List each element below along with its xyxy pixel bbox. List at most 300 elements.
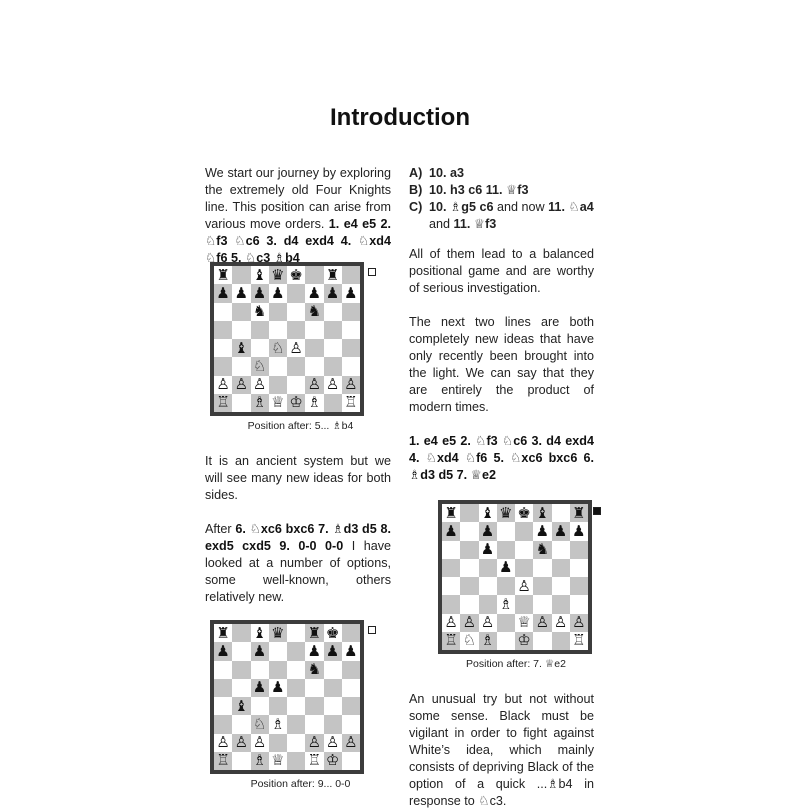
square-g7: [552, 522, 570, 540]
unusual-try-paragraph: An unusual try but not without some sense. Black must be vigilant in order to fight against White’s idea, which mainly consists of depriving Black of the option of a quick ...♗b4 in response to ♘c3.: [409, 692, 594, 808]
chess-piece-icon: ♜: [216, 265, 230, 284]
square-b6: [460, 541, 478, 559]
square-d8: [269, 624, 287, 642]
square-h4: [342, 339, 360, 357]
chess-piece-icon: ♟: [572, 521, 586, 540]
square-c8: [479, 504, 497, 522]
square-b5: [232, 321, 250, 339]
chess-piece-icon: ♗: [499, 594, 513, 613]
square-b6: [232, 661, 250, 679]
chess-piece-icon: ♖: [307, 751, 322, 770]
square-g6: [324, 303, 342, 321]
chess-piece-icon: ♙: [462, 613, 477, 632]
intro-moves: 1. e4 e5 2. ♘f3 ♘c6 3. d4 exd4 4. ♘xd4 ♘f6 5. ♘c3 ♗b4: [205, 217, 392, 265]
chess-piece-icon: ♕: [271, 751, 285, 770]
square-h8: [342, 266, 360, 284]
chess-piece-icon: ♙: [344, 733, 358, 752]
square-d5: [497, 559, 515, 577]
square-a7: [214, 642, 232, 660]
chess-piece-icon: ♞: [252, 302, 267, 321]
square-g8: [324, 624, 342, 642]
square-e5: [287, 321, 305, 339]
square-h4: [570, 577, 588, 595]
square-a8: [214, 266, 232, 284]
square-f5: [305, 679, 323, 697]
square-g4: [324, 697, 342, 715]
page-title: Introduction: [330, 104, 470, 131]
chess-piece-icon: ♟: [553, 521, 568, 540]
chess-piece-icon: ♞: [307, 660, 322, 679]
chessboard-3: [438, 500, 592, 654]
square-a5: [442, 559, 460, 577]
square-g7: [324, 284, 342, 302]
square-c5: [479, 559, 497, 577]
variation-text: 10. h3 c6 11. ♕f3: [429, 183, 529, 197]
variation-c-moves-2: 11. ♘a4: [548, 200, 594, 214]
line-moves-paragraph: [409, 433, 594, 484]
square-d4: [269, 339, 287, 357]
diagram-3-caption: Position after: 7. ♕e2: [466, 658, 566, 670]
square-g8: [552, 504, 570, 522]
chess-piece-icon: ♗: [252, 393, 267, 412]
square-g8: [324, 266, 342, 284]
chess-piece-icon: ♟: [252, 678, 267, 697]
square-h6: [342, 303, 360, 321]
square-f1: [305, 752, 323, 770]
square-e2: [287, 734, 305, 752]
square-d6: [269, 661, 287, 679]
square-g6: [552, 541, 570, 559]
chess-piece-icon: ♛: [271, 623, 285, 642]
square-d7: [269, 642, 287, 660]
square-b4: [232, 339, 250, 357]
chess-piece-icon: ♔: [325, 751, 340, 770]
variation-label: C): [409, 200, 423, 214]
chess-piece-icon: ♕: [517, 613, 531, 632]
square-f1: [533, 632, 551, 650]
left-column: [205, 165, 391, 793]
square-b2: [232, 376, 250, 394]
chess-piece-icon: ♘: [271, 338, 285, 357]
chess-piece-icon: ♝: [252, 623, 267, 642]
square-g3: [552, 595, 570, 613]
intro-text: We start our journey by exploring the extremely old Four Knights line. This position can arise from various move orders.: [205, 166, 391, 231]
square-c6: [479, 541, 497, 559]
square-a4: [214, 697, 232, 715]
square-e4: [287, 339, 305, 357]
square-d4: [497, 577, 515, 595]
square-h2: [342, 376, 360, 394]
square-a7: [442, 522, 460, 540]
chess-piece-icon: ♝: [252, 265, 267, 284]
square-h5: [570, 559, 588, 577]
square-d2: [497, 614, 515, 632]
square-f2: [305, 734, 323, 752]
square-a5: [214, 321, 232, 339]
variation-label: B): [409, 183, 423, 197]
square-a5: [214, 679, 232, 697]
square-c7: [251, 284, 269, 302]
square-a1: [442, 632, 460, 650]
chess-piece-icon: ♟: [480, 540, 495, 559]
square-f4: [533, 577, 551, 595]
square-f8: [305, 624, 323, 642]
square-g3: [324, 357, 342, 375]
square-e2: [287, 376, 305, 394]
chess-piece-icon: ♔: [289, 393, 303, 412]
square-g1: [552, 632, 570, 650]
square-a2: [214, 734, 232, 752]
square-h2: [570, 614, 588, 632]
chess-piece-icon: ♟: [252, 641, 267, 660]
square-c2: [251, 734, 269, 752]
square-d3: [269, 715, 287, 733]
chess-piece-icon: ♙: [252, 375, 267, 394]
square-f6: [533, 541, 551, 559]
chess-piece-icon: ♜: [216, 623, 230, 642]
chess-piece-icon: ♙: [307, 375, 322, 394]
square-f5: [533, 559, 551, 577]
square-d8: [269, 266, 287, 284]
square-d3: [497, 595, 515, 613]
square-c3: [251, 715, 269, 733]
square-f7: [305, 284, 323, 302]
square-f1: [305, 394, 323, 412]
square-a3: [214, 357, 232, 375]
square-g4: [552, 577, 570, 595]
square-h4: [342, 697, 360, 715]
square-b8: [460, 504, 478, 522]
square-b5: [460, 559, 478, 577]
square-b3: [460, 595, 478, 613]
square-d7: [269, 284, 287, 302]
chess-piece-icon: ♖: [572, 631, 586, 650]
square-g4: [324, 339, 342, 357]
square-h1: [570, 632, 588, 650]
square-b6: [232, 303, 250, 321]
chess-piece-icon: ♟: [535, 521, 550, 540]
variation-c-connector-2: and: [429, 217, 451, 231]
square-e7: [287, 284, 305, 302]
square-c8: [251, 266, 269, 284]
square-b3: [232, 715, 250, 733]
square-f5: [305, 321, 323, 339]
square-d3: [269, 357, 287, 375]
square-c4: [251, 697, 269, 715]
square-a6: [214, 661, 232, 679]
chess-piece-icon: ♙: [252, 733, 267, 752]
square-f2: [305, 376, 323, 394]
square-e5: [515, 559, 533, 577]
chess-piece-icon: ♚: [517, 503, 531, 522]
ancient-system-paragraph: It is an ancient system but we will see many new ideas for both sides.: [205, 454, 391, 502]
square-h3: [342, 715, 360, 733]
square-c3: [251, 357, 269, 375]
chess-piece-icon: ♕: [271, 393, 285, 412]
chessboard-2: [210, 620, 364, 774]
chess-piece-icon: ♝: [234, 696, 249, 715]
square-b1: [232, 394, 250, 412]
chess-piece-icon: ♙: [234, 375, 249, 394]
chess-piece-icon: ♖: [216, 393, 230, 412]
chess-piece-icon: ♘: [462, 631, 477, 650]
square-a6: [214, 303, 232, 321]
chess-piece-icon: ♙: [216, 733, 230, 752]
diagram-1: [210, 262, 391, 435]
square-h6: [342, 661, 360, 679]
chess-piece-icon: ♙: [535, 613, 550, 632]
square-h6: [570, 541, 588, 559]
chess-piece-icon: ♚: [325, 623, 340, 642]
square-e6: [287, 303, 305, 321]
square-g1: [324, 394, 342, 412]
chess-piece-icon: ♖: [344, 393, 358, 412]
square-a8: [442, 504, 460, 522]
square-a3: [442, 595, 460, 613]
chess-piece-icon: ♛: [271, 265, 285, 284]
chess-piece-icon: ♟: [271, 678, 285, 697]
square-f7: [533, 522, 551, 540]
square-h5: [342, 321, 360, 339]
square-b1: [460, 632, 478, 650]
square-c1: [251, 394, 269, 412]
square-f2: [533, 614, 551, 632]
square-h7: [570, 522, 588, 540]
chess-piece-icon: ♞: [307, 302, 322, 321]
square-a1: [214, 752, 232, 770]
square-e3: [287, 357, 305, 375]
new-ideas-paragraph: The next two lines are both completely new ideas that have only recently been brought into the light. We can say that they are entirely the product of modern times.: [409, 315, 594, 414]
square-d1: [269, 394, 287, 412]
square-c6: [251, 303, 269, 321]
square-a8: [214, 624, 232, 642]
chess-piece-icon: ♙: [553, 613, 568, 632]
square-h3: [570, 595, 588, 613]
square-d5: [269, 321, 287, 339]
square-b1: [232, 752, 250, 770]
square-e6: [287, 661, 305, 679]
square-c2: [479, 614, 497, 632]
square-d7: [497, 522, 515, 540]
variation-a: [409, 165, 594, 182]
chess-piece-icon: ♘: [252, 356, 267, 375]
square-h1: [342, 752, 360, 770]
chess-piece-icon: ♟: [307, 283, 322, 302]
square-e1: [515, 632, 533, 650]
right-column: [409, 165, 594, 810]
chess-piece-icon: ♟: [325, 283, 340, 302]
chess-piece-icon: ♟: [480, 521, 495, 540]
chess-piece-icon: ♘: [252, 714, 267, 733]
square-c8: [251, 624, 269, 642]
chess-piece-icon: ♙: [444, 613, 458, 632]
square-c2: [251, 376, 269, 394]
square-e1: [287, 752, 305, 770]
square-b7: [460, 522, 478, 540]
chess-piece-icon: ♟: [216, 641, 230, 660]
square-d5: [269, 679, 287, 697]
square-d6: [269, 303, 287, 321]
chess-piece-icon: ♚: [289, 265, 303, 284]
variation-c: [409, 199, 594, 233]
square-e8: [287, 624, 305, 642]
variation-c-moves-1: 10. ♗g5 c6: [429, 200, 494, 214]
chess-piece-icon: ♙: [325, 375, 340, 394]
intro-paragraph: [205, 165, 392, 265]
square-b4: [232, 697, 250, 715]
diagram-1-caption: Position after: 5... ♗b4: [247, 420, 354, 432]
chess-piece-icon: ♟: [216, 283, 230, 302]
square-b7: [232, 642, 250, 660]
square-f8: [305, 266, 323, 284]
chess-piece-icon: ♗: [480, 631, 495, 650]
square-g5: [324, 321, 342, 339]
square-d8: [497, 504, 515, 522]
chess-piece-icon: ♟: [234, 283, 249, 302]
square-e3: [515, 595, 533, 613]
square-g5: [552, 559, 570, 577]
square-c5: [251, 321, 269, 339]
square-c7: [479, 522, 497, 540]
chess-piece-icon: ♜: [307, 623, 322, 642]
balanced-paragraph: All of them lead to a balanced positional game and are worthy of serious investigation.: [409, 247, 594, 295]
square-a6: [442, 541, 460, 559]
white-to-move-marker: [368, 626, 376, 634]
square-e5: [287, 679, 305, 697]
square-c4: [479, 577, 497, 595]
chess-piece-icon: ♟: [307, 641, 322, 660]
chess-piece-icon: ♖: [216, 751, 230, 770]
square-c3: [479, 595, 497, 613]
variation-text: 10. a3: [429, 166, 465, 180]
square-b2: [460, 614, 478, 632]
chess-piece-icon: ♟: [271, 283, 285, 302]
square-f7: [305, 642, 323, 660]
square-e7: [287, 642, 305, 660]
square-b3: [232, 357, 250, 375]
square-h5: [342, 679, 360, 697]
diagram-2: [210, 620, 391, 793]
chess-piece-icon: ♜: [325, 265, 340, 284]
square-d1: [497, 632, 515, 650]
chess-piece-icon: ♗: [307, 393, 322, 412]
square-e4: [515, 577, 533, 595]
chess-piece-icon: ♝: [535, 503, 550, 522]
chess-piece-icon: ♜: [444, 503, 458, 522]
square-e1: [287, 394, 305, 412]
square-f4: [305, 339, 323, 357]
square-h8: [342, 624, 360, 642]
chess-piece-icon: ♟: [344, 641, 358, 660]
chess-piece-icon: ♙: [234, 733, 249, 752]
square-g6: [324, 661, 342, 679]
square-c6: [251, 661, 269, 679]
square-a1: [214, 394, 232, 412]
chess-piece-icon: ♟: [344, 283, 358, 302]
square-b8: [232, 266, 250, 284]
square-c1: [479, 632, 497, 650]
chess-piece-icon: ♙: [216, 375, 230, 394]
chess-piece-icon: ♙: [289, 338, 303, 357]
square-e2: [515, 614, 533, 632]
square-h7: [342, 284, 360, 302]
variation-text: [429, 199, 594, 233]
square-f4: [305, 697, 323, 715]
chess-piece-icon: ♙: [307, 733, 322, 752]
square-d1: [269, 752, 287, 770]
square-h1: [342, 394, 360, 412]
chessboard-1: [210, 262, 364, 416]
after-paragraph: [205, 521, 391, 606]
square-a4: [442, 577, 460, 595]
square-a2: [214, 376, 232, 394]
square-a3: [214, 715, 232, 733]
chess-piece-icon: ♙: [325, 733, 340, 752]
after-post: I have looked at a number of options, some well-known, others relatively new.: [205, 539, 392, 604]
chess-piece-icon: ♙: [517, 576, 531, 595]
after-pre: After: [205, 522, 232, 536]
chess-piece-icon: ♞: [535, 540, 550, 559]
variation-list: [409, 165, 594, 233]
square-f3: [533, 595, 551, 613]
square-h2: [342, 734, 360, 752]
chess-piece-icon: ♔: [517, 631, 531, 650]
chess-piece-icon: ♙: [480, 613, 495, 632]
chess-piece-icon: ♗: [252, 751, 267, 770]
square-b4: [460, 577, 478, 595]
square-f3: [305, 357, 323, 375]
diagram-3: [438, 500, 594, 673]
square-g2: [324, 376, 342, 394]
square-a4: [214, 339, 232, 357]
chess-piece-icon: ♙: [344, 375, 358, 394]
square-e8: [515, 504, 533, 522]
chess-piece-icon: ♜: [572, 503, 586, 522]
variation-b: [409, 182, 594, 199]
diagram-2-caption: Position after: 9... 0-0: [250, 778, 351, 790]
square-c4: [251, 339, 269, 357]
square-e4: [287, 697, 305, 715]
square-a7: [214, 284, 232, 302]
square-b2: [232, 734, 250, 752]
square-c1: [251, 752, 269, 770]
chess-piece-icon: ♗: [271, 714, 285, 733]
variation-c-moves-3: 11. ♕f3: [453, 217, 497, 231]
square-g2: [552, 614, 570, 632]
square-e6: [515, 541, 533, 559]
square-g7: [324, 642, 342, 660]
line-moves: 1. e4 e5 2. ♘f3 ♘c6 3. d4 exd4 4. ♘xd4 ♘f6 5. ♘xc6 bxc6 6. ♗d3 d5 7. ♕e2: [409, 434, 594, 482]
chess-piece-icon: ♟: [252, 283, 267, 302]
black-to-move-marker: [593, 507, 601, 515]
square-e3: [287, 715, 305, 733]
chess-piece-icon: ♛: [499, 503, 513, 522]
square-c7: [251, 642, 269, 660]
square-e8: [287, 266, 305, 284]
variation-label: A): [409, 166, 423, 180]
chess-piece-icon: ♝: [480, 503, 495, 522]
white-to-move-marker: [368, 268, 376, 276]
chess-piece-icon: ♟: [325, 641, 340, 660]
square-f3: [305, 715, 323, 733]
square-d4: [269, 697, 287, 715]
square-g1: [324, 752, 342, 770]
chess-piece-icon: ♖: [444, 631, 458, 650]
square-g5: [324, 679, 342, 697]
square-a2: [442, 614, 460, 632]
square-d2: [269, 734, 287, 752]
variation-c-connector-1: and now: [497, 200, 545, 214]
